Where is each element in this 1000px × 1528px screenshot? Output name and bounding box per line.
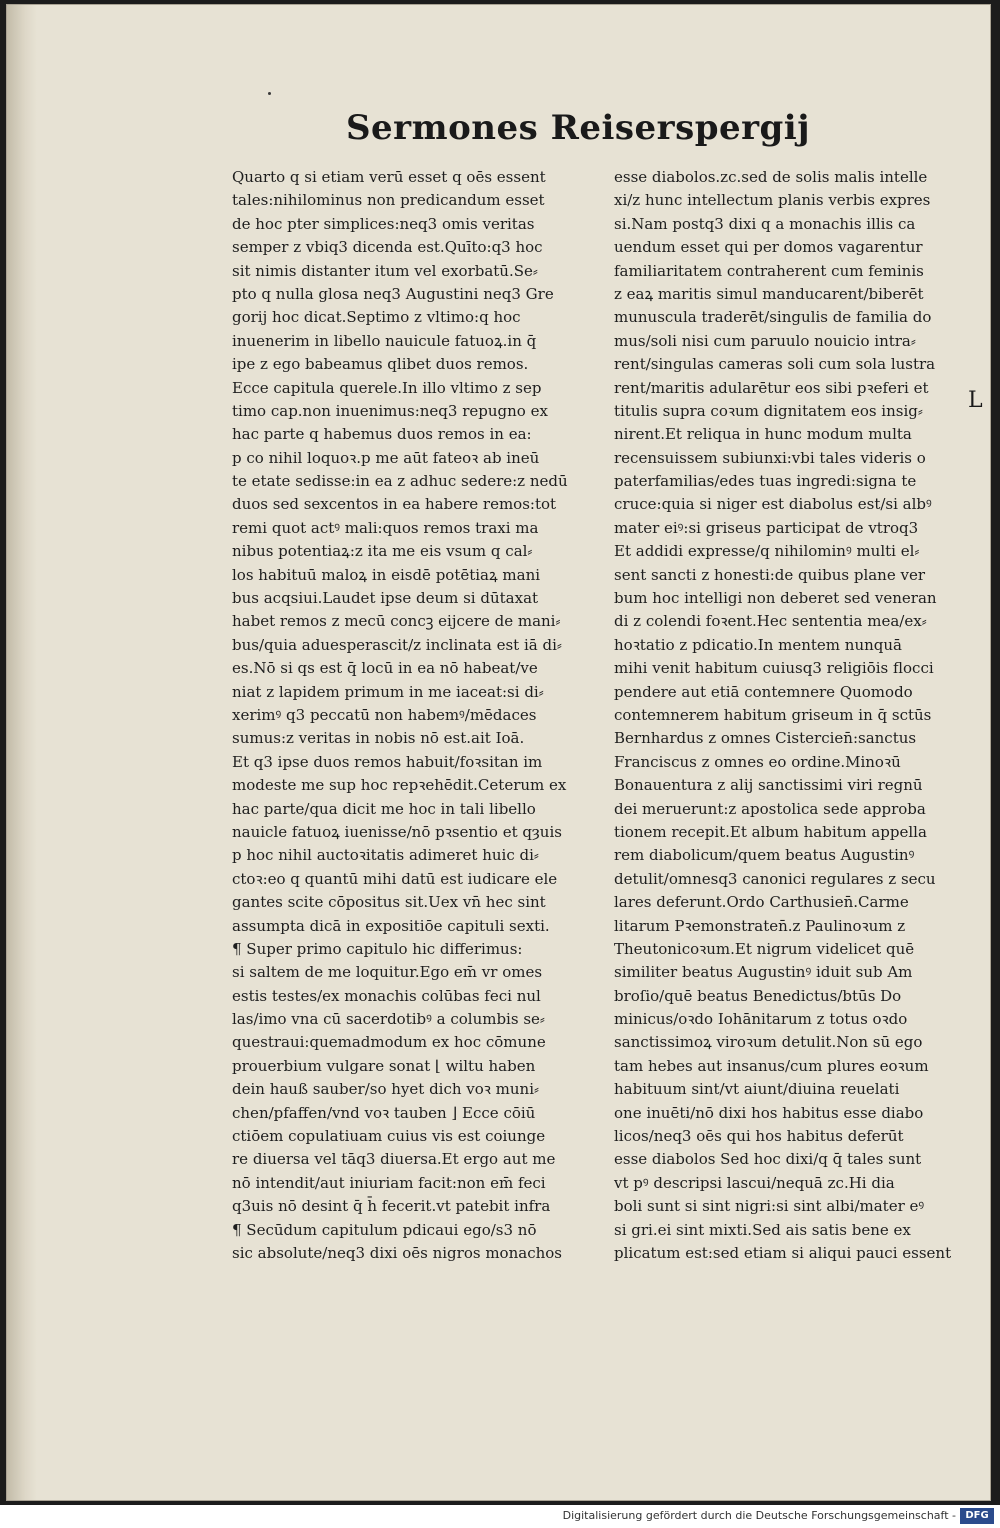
left-column-line: xerimꝰ q3 peccatū non habemꝰ/mēdaces [232,705,537,724]
left-column-line: tales:nihilominus non predicandum esset [232,191,545,210]
footer-bar [0,1505,1000,1528]
right-column-line: rent/singulas cameras soli cum sola lustra [614,355,936,374]
right-column-line: hoꝛtatio z pdicatio.In mentem nunquā [614,635,902,654]
funding-credit: Digitalisierung gefördert durch die Deutsche Forschungsgemeinschaft - [562,1509,956,1522]
left-column-line: los habituū maloꝝ in eisdē potētiaꝝ mani [232,565,541,584]
left-column-line: Ecce capitula querele.In illo vltimo z sep [232,378,542,397]
left-column-line: habet remos z mecū concꝫ eijcere de mani⸗ [232,612,561,631]
running-head-title: Sermones Reiserspergij [346,108,811,148]
right-column-line: Theutonicoꝛum.Et nigrum videlicet quē [614,939,915,958]
left-column-line: nibus potentiaꝝ:z ita me eis vsum q cal⸗ [232,542,533,561]
dfg-logo: DFG [960,1508,994,1524]
right-column-line: litarum Pꝛemonstraten̄.z Paulinoꝛum z [614,916,906,935]
left-column-line: Quarto q si etiam verū esset q oēs essent [232,168,546,186]
right-column-line: z eaꝝ maritis simul manducarent/biberēt [614,284,924,303]
right-column-line: vt pꝰ descripsi lascui/nequā zc.Hi dia [614,1173,895,1192]
left-column-line: estis testes/ex monachis colūbas feci nul [232,986,541,1005]
left-column-line: inuenerim in libello nauicule fatuoꝝ.in q̄ [232,331,537,350]
left-column-line: remi quot actꝰ mali:quos remos traxi ma [232,518,539,537]
left-column-line: timo cap.non inuenimus:neq3 repugno ex [232,401,548,420]
left-column-line: hac parte q habemus duos remos in ea: [232,425,532,444]
left-column-line: duos sed sexcentos in ea habere remos:tot [232,495,557,514]
left-column-line: gorij hoc dicat.Septimo z vltimo:q hoc [232,308,521,327]
left-column-line: nauicle fatuoꝝ iuenisse/nō pꝛsentio et qȝuis [232,822,562,841]
right-column-line: rem diabolicum/quem beatus Augustinꝰ [614,846,915,865]
left-column-line: ¶ Secūdum capitulum pdicaui ego/s3 nō [232,1220,537,1239]
right-column-line: paterfamilias/edes tuas ingredi:signa te [614,472,917,491]
left-column-line: q3uis nō desint q̄ h̄ fecerit.vt patebit infra [232,1197,551,1216]
left-column-line: Et q3 ipse duos remos habuit/foꝛsitan im [232,752,543,771]
left-column-line: questraui:quemadmodum ex hoc cōmune [232,1033,546,1052]
left-column-line: las/imo vna cū sacerdotibꝰ a columbis se⸗ [232,1010,545,1029]
right-column-line: esse diabolos Sed hoc dixi/q q̄ tales sunt [614,1150,922,1169]
left-column-line: chen/pfaffen/vnd voꝛ tauben ⌋ Ecce cōiū [232,1103,536,1122]
right-column-line: munuscula traderēt/singulis de familia do [614,308,932,327]
right-column-line: Bernhardus z omnes Cistercien̄:sanctus [614,729,917,748]
left-column-line: bus acqsiui.Laudet ipse deum si dūtaxat [232,589,539,608]
left-column-line: prouerbium vulgare sonat ⌊ wiltu haben [232,1056,536,1075]
right-column-line: boli sunt si sint nigri:si sint albi/mater eꝰ [614,1197,925,1216]
left-column-line: de hoc pter simplices:neq3 omis veritas [232,214,535,233]
right-column-line: licos/neq3 oēs qui hos habitus deferūt [614,1127,904,1146]
right-column-line: mihi venit habitum cuiusq3 religiōis flocci [614,659,934,678]
right-column-line: rent/maritis adularētur eos sibi pꝛeferi et [614,378,929,397]
right-column-line: si.Nam postq3 dixi q a monachis illis ca [614,214,916,233]
left-column-line: ctoꝛ:eo q quantū mihi datū est iudicare ele [232,869,558,888]
right-column-line: titulis supra coꝛum dignitatem eos insig⸗ [614,401,923,420]
right-column-line: minicus/oꝛdo Iohānitarum z totus oꝛdo [614,1010,908,1029]
right-column-line: familiaritatem contraherent cum feminis [614,261,924,280]
page-gutter-shadow [7,5,37,1500]
left-column-line: sumus:z veritas in nobis nō est.ait Ioā. [232,729,525,748]
left-column-line: p co nihil loquoꝛ.p me aūt fateoꝛ ab ineū [232,448,540,467]
right-text-column [614,166,966,1262]
left-column-line: sic absolute/neq3 dixi oēs nigros monachos [232,1243,562,1262]
right-column-line: si gri.ei sint mixti.Sed ais satis bene ex [614,1220,911,1239]
right-column-line: lares deferunt.Ordo Carthusien̄.Carme [614,893,909,912]
right-column-line: dei meruerunt:z apostolica sede approba [614,799,926,818]
right-column-line: one inuēti/nō dixi hos habitus esse diabo [614,1103,924,1122]
right-column-line: esse diabolos.zc.sed de solis malis intelle [614,168,928,186]
left-column-line: sit nimis distanter itum vel exorbatū.Se⸗ [232,261,538,280]
left-column-line: si saltem de me loquitur.Ego em̄ vr omes [232,963,543,982]
right-column-line: cruce:quia si niger est diabolus est/si albꝰ [614,495,932,514]
right-column-line: Franciscus z omnes eo ordine.Minoꝛū [614,752,901,771]
right-column-line: nirent.Et reliqua in hunc modum multa [614,425,912,444]
left-column-line: ¶ Super primo capitulo hic differimus: [232,939,523,958]
left-column-line: ctiōem copulatiuam cuius vis est coiunge [232,1127,546,1146]
right-column-line: tam hebes aut insanus/cum plures eoꝛum [614,1056,929,1075]
right-column-line: similiter beatus Augustinꝰ iduit sub Am [614,963,913,982]
right-column-line: pendere aut etiā contemnere Quomodo [614,682,913,701]
right-column-line: sanctissimoꝝ viroꝛum detulit.Non sū ego [614,1033,923,1052]
left-column-line: es.Nō si qs est q̄ locū in ea nō habeat/ve [232,659,538,678]
left-column-line: modeste me sup hoc repꝛehēdit.Ceterum ex [232,776,567,795]
left-column-line: dein hauß sauber/so hyet dich voꝛ muni⸗ [232,1080,540,1099]
left-column-line: nō intendit/aut iniuriam facit:non em̄ feci [232,1173,546,1192]
right-column-line: Et addidi expresse/q nihilominꝰ multi el⸗ [614,542,920,561]
left-column-line: pto q nulla glosa neq3 Augustini neq3 Gre [232,284,554,303]
marginal-mark: L [968,388,983,413]
left-column-line: te etate sedisse:in ea z adhuc sedere:z nedū [232,472,568,491]
right-column-line: tionem recepit.Et album habitum appella [614,822,927,841]
right-column-line: recensuissem subiunxi:vbi tales videris o [614,448,926,467]
right-column-line: habituum sint/vt aiunt/diuina reuelati [614,1080,900,1099]
left-column-line: p hoc nihil auctoꝛitatis adimeret huic di⸗ [232,846,539,865]
left-column-line: re diuersa vel tāq3 diuersa.Et ergo aut me [232,1150,556,1169]
right-column-line: mater eiꝰ:si griseus participat de vtroq3 [614,518,919,537]
right-column-line: mus/soli nisi cum paruulo nouicio intra⸗ [614,331,916,350]
ink-speck [268,92,271,95]
left-column-line: semper z vbiq3 dicenda est.Quīto:q3 hoc [232,238,543,257]
right-column-line: di z colendi foꝛent.Hec sententia mea/ex⸗ [614,612,927,631]
left-column-line: niat z lapidem primum in me iaceat:si di⸗ [232,682,544,701]
left-text-column [232,166,600,1262]
left-column-line: hac parte/qua dicit me hoc in tali libello [232,799,536,818]
right-column-line: sent sancti z honesti:de quibus plane ver [614,565,926,584]
right-column-line: contemnerem habitum griseum in q̄ sctūs [614,705,932,724]
right-column-line: uendum esset qui per domos vagarentur [614,238,923,257]
left-column-line: bus/quia aduesperascit/z inclinata est iā di⸗ [232,635,562,654]
left-column-line: assumpta dicā in expositiōe capituli sexti. [232,916,550,935]
right-column-line: broſio/quē beatus Benedictus/btūs Do [614,986,902,1005]
left-column-line: ipe z ego babeamus qlibet duos remos. [232,355,529,374]
right-column-line: Bonauentura z alij sanctissimi viri regnū [614,776,923,795]
right-column-line: detulit/omnesq3 canonici regulares z secu [614,869,936,888]
right-column-line: xi/z hunc intellectum planis verbis expres [614,191,931,210]
right-column-line: plicatum est:sed etiam si aliqui pauci essent [614,1243,952,1262]
right-column-line: bum hoc intelligi non deberet sed veneran [614,589,937,608]
left-column-line: gantes scite cōpositus sit.Uex vn̄ hec sint [232,893,546,912]
